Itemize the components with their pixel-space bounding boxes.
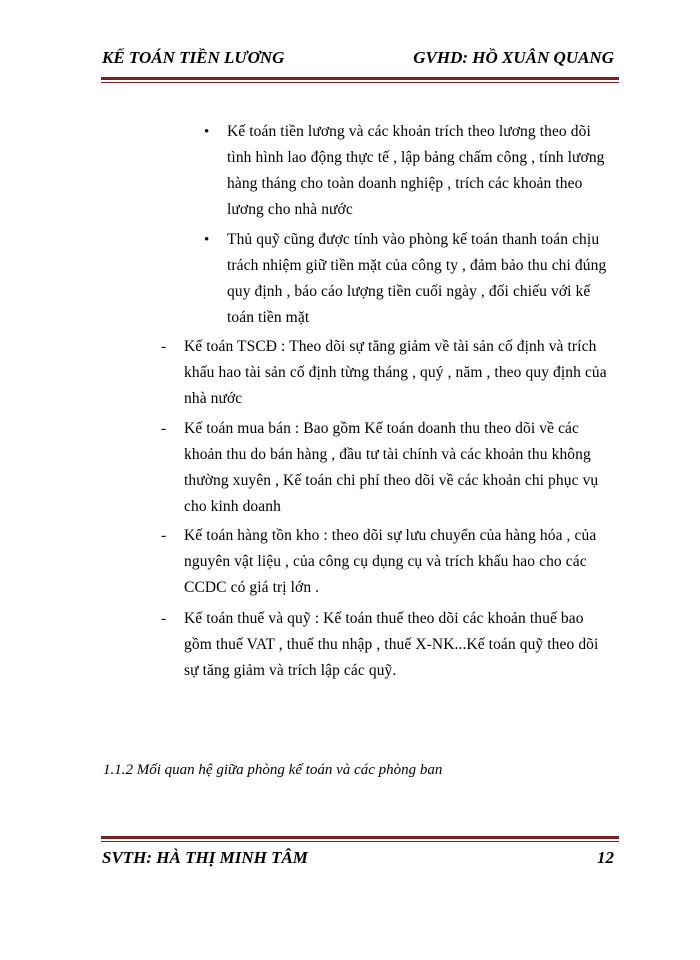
dash-text: Kế toán hàng tồn kho : theo dõi sự lưu chuyển của hàng hóa , của nguyên vật liệu , của công cụ dụng cụ và trích khấu hao cho các CCDC có giá trị lớn . bbox=[184, 527, 597, 596]
header-advisor: GVHD: HỒ XUÂN QUANG bbox=[413, 48, 614, 67]
dash-text: Kế toán mua bán : Bao gồm Kế toán doanh thu theo dõi về các khoản thu do bán hàng , đầu tư tài chính và các khoản thu không thường xuyên , Kế toán chi phí theo dõi về các khoản chi phục vụ cho kinh doanh bbox=[184, 420, 599, 515]
header-rule bbox=[101, 77, 619, 83]
bullet-symbol: • bbox=[204, 232, 210, 248]
section-heading: 1.1.2 Mối quan hệ giữa phòng kế toán và các phòng ban bbox=[103, 762, 443, 778]
page-header bbox=[102, 48, 614, 72]
footer-rule bbox=[101, 836, 619, 842]
dash-symbol: - bbox=[161, 338, 167, 355]
dash-text: Kế toán TSCĐ : Theo dõi sự tăng giảm về tài sản cố định và trích khấu hao tài sản cố định từng tháng , quý , năm , theo quy định của nhà nước bbox=[184, 338, 607, 407]
dash-symbol: - bbox=[161, 610, 167, 627]
dash-symbol: - bbox=[161, 527, 167, 544]
page-footer bbox=[102, 848, 614, 872]
bullet-text: Thủ quỹ cũng được tính vào phòng kế toán thanh toán chịu trách nhiệm giữ tiền mặt của công ty , đảm bảo thu chi đúng quy định , báo cáo lượng tiền cuối ngày , đối chiếu với kế toán tiền mặt bbox=[227, 231, 607, 326]
dash-text: Kế toán thuế và quỹ : Kế toán thuế theo dõi các khoản thuế bao gồm thuế VAT , thuế thu nhập , thuế X-NK...Kế toán quỹ theo dõi sự tăng giảm và trích lập các quỹ. bbox=[184, 610, 599, 679]
dash-symbol: - bbox=[161, 420, 167, 437]
header-title: KẾ TOÁN TIỀN LƯƠNG bbox=[102, 48, 285, 67]
page-number: 12 bbox=[597, 848, 614, 867]
footer-author: SVTH: HÀ THỊ MINH TÂM bbox=[102, 848, 308, 867]
bullet-text: Kế toán tiền lương và các khoản trích theo lương theo dõi tình hình lao động thực tế , lập bảng chấm công , tính lương hàng tháng cho toàn doanh nghiệp , trích các khoản theo lương cho nhà nước bbox=[227, 123, 605, 218]
bullet-symbol: • bbox=[204, 124, 210, 140]
